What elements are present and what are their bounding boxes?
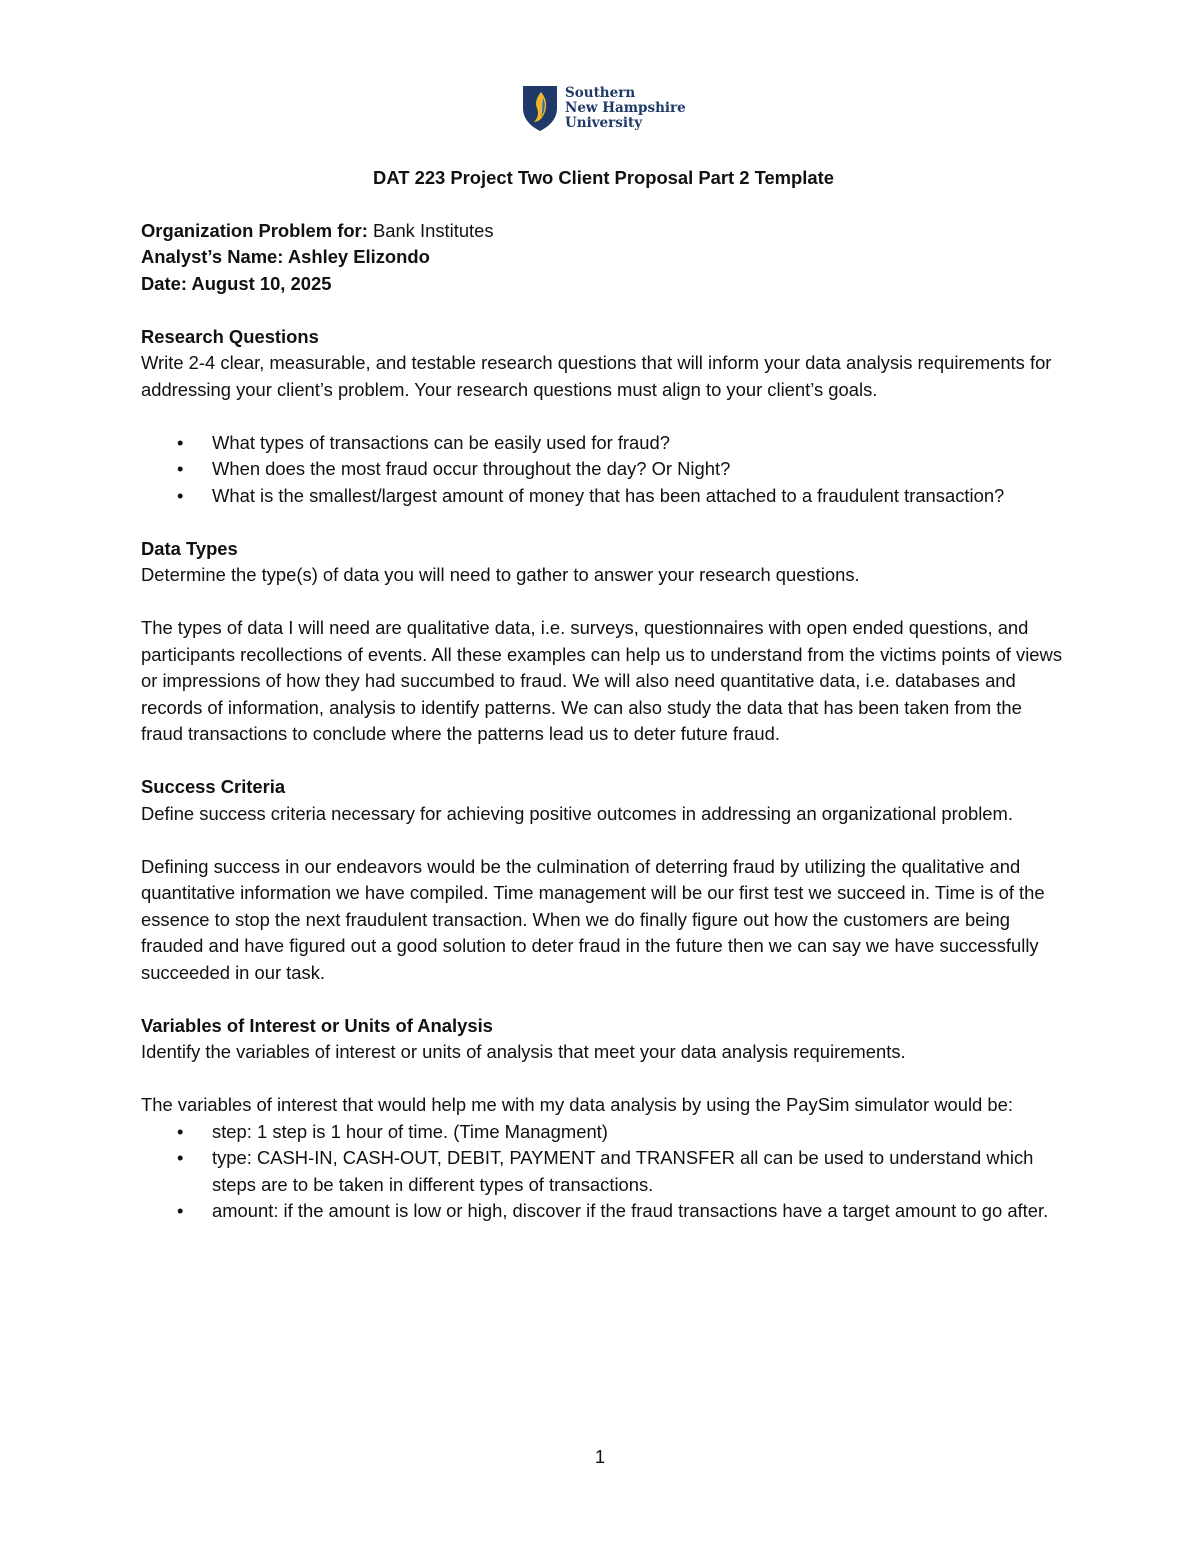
data-types-answer: The types of data I will need are qualitative data, i.e. surveys, questionnaires with open ended questions, and participants recollections of events. All these examples can help us to understand from the victims points of views or impressions of how they had succumbed to fraud. We will also need quantitative data, i.e. databases and records of information, analysis to identify patterns. We can also study the data that has been taken from the fraud transactions to conclude where the patterns lead us to deter future fraud. bbox=[141, 617, 1063, 744]
list-item bbox=[141, 1198, 1066, 1225]
research-questions-heading: Research Questions bbox=[141, 325, 319, 347]
success-criteria-instruction: Define success criteria necessary for achieving positive outcomes in addressing an organizational problem. bbox=[141, 802, 1013, 824]
page-number: 1 bbox=[594, 1446, 606, 1467]
research-questions-instruction: Write 2-4 clear, measurable, and testable research questions that will inform your data analysis requirements for addressing your client’s problem. Your research questions must align to your client’s goals. bbox=[141, 352, 1052, 400]
variables-heading: Variables of Interest or Units of Analysis bbox=[141, 1014, 493, 1036]
analyst-name: Analyst’s Name: Ashley Elizondo bbox=[141, 246, 430, 267]
data-types-heading: Data Types bbox=[141, 537, 238, 559]
organization-label: Organization Problem for: bbox=[141, 219, 368, 241]
research-questions-list bbox=[141, 430, 1066, 510]
list-item bbox=[141, 430, 1066, 457]
document-body bbox=[141, 165, 1066, 1225]
organization-line bbox=[141, 218, 1066, 245]
bullet-icon: • bbox=[177, 1147, 184, 1168]
list-item-text: What is the smallest/largest amount of money that has been attached to a fraudulent transaction? bbox=[212, 484, 1005, 506]
logo-line-1: Southern bbox=[565, 85, 636, 101]
snhu-logo bbox=[521, 84, 686, 132]
bullet-icon: • bbox=[177, 484, 184, 506]
logo-line-3: University bbox=[565, 115, 643, 131]
list-item bbox=[141, 456, 1066, 483]
list-item bbox=[141, 1145, 1066, 1198]
list-item bbox=[141, 1119, 1066, 1146]
list-item-text: amount: if the amount is low or high, discover if the fraud transactions have a target amount to go after. bbox=[212, 1200, 1049, 1221]
success-criteria-answer: Defining success in our endeavors would be the culmination of deterring fraud by utilizing the qualitative and quantitative information we have compiled. Time management will be our first test we succeed in. Time is of the essence to stop the next fraudulent transaction. When we do finally figure out how the customers are being frauded and have figured out a good solution to deter fraud in the future then we can say we have successfully succeeded in our task. bbox=[141, 855, 1045, 983]
bullet-icon: • bbox=[177, 1120, 184, 1142]
date-line: Date: August 10, 2025 bbox=[141, 272, 332, 294]
list-item-text: What types of transactions can be easily used for fraud? bbox=[212, 431, 670, 453]
success-criteria-heading: Success Criteria bbox=[141, 776, 286, 797]
logo-wordmark bbox=[565, 86, 686, 131]
variables-answer: The variables of interest that would help me with my data analysis by using the PaySim simulator would be: bbox=[141, 1094, 1013, 1115]
variables-instruction: Identify the variables of interest or units of analysis that meet your data analysis requirements. bbox=[141, 1041, 906, 1062]
bullet-icon: • bbox=[177, 431, 184, 453]
document-title: DAT 223 Project Two Client Proposal Part 2 Template bbox=[373, 167, 834, 188]
list-item-text: step: 1 step is 1 hour of time. (Time Managment) bbox=[212, 1120, 608, 1142]
bullet-icon: • bbox=[177, 1200, 184, 1221]
flame-shield-icon bbox=[521, 84, 559, 132]
data-types-instruction: Determine the type(s) of data you will need to gather to answer your research questions. bbox=[141, 564, 860, 585]
list-item-text: When does the most fraud occur throughout the day? Or Night? bbox=[212, 458, 731, 479]
variables-list bbox=[141, 1119, 1066, 1225]
list-item-text: type: CASH-IN, CASH-OUT, DEBIT, PAYMENT and TRANSFER all can be used to understand which steps are to be taken in different types of transactions. bbox=[212, 1147, 1034, 1195]
bullet-icon: • bbox=[177, 458, 184, 479]
logo-line-2: New Hampshire bbox=[565, 100, 686, 116]
organization-value: Bank Institutes bbox=[367, 219, 494, 241]
list-item bbox=[141, 483, 1066, 510]
